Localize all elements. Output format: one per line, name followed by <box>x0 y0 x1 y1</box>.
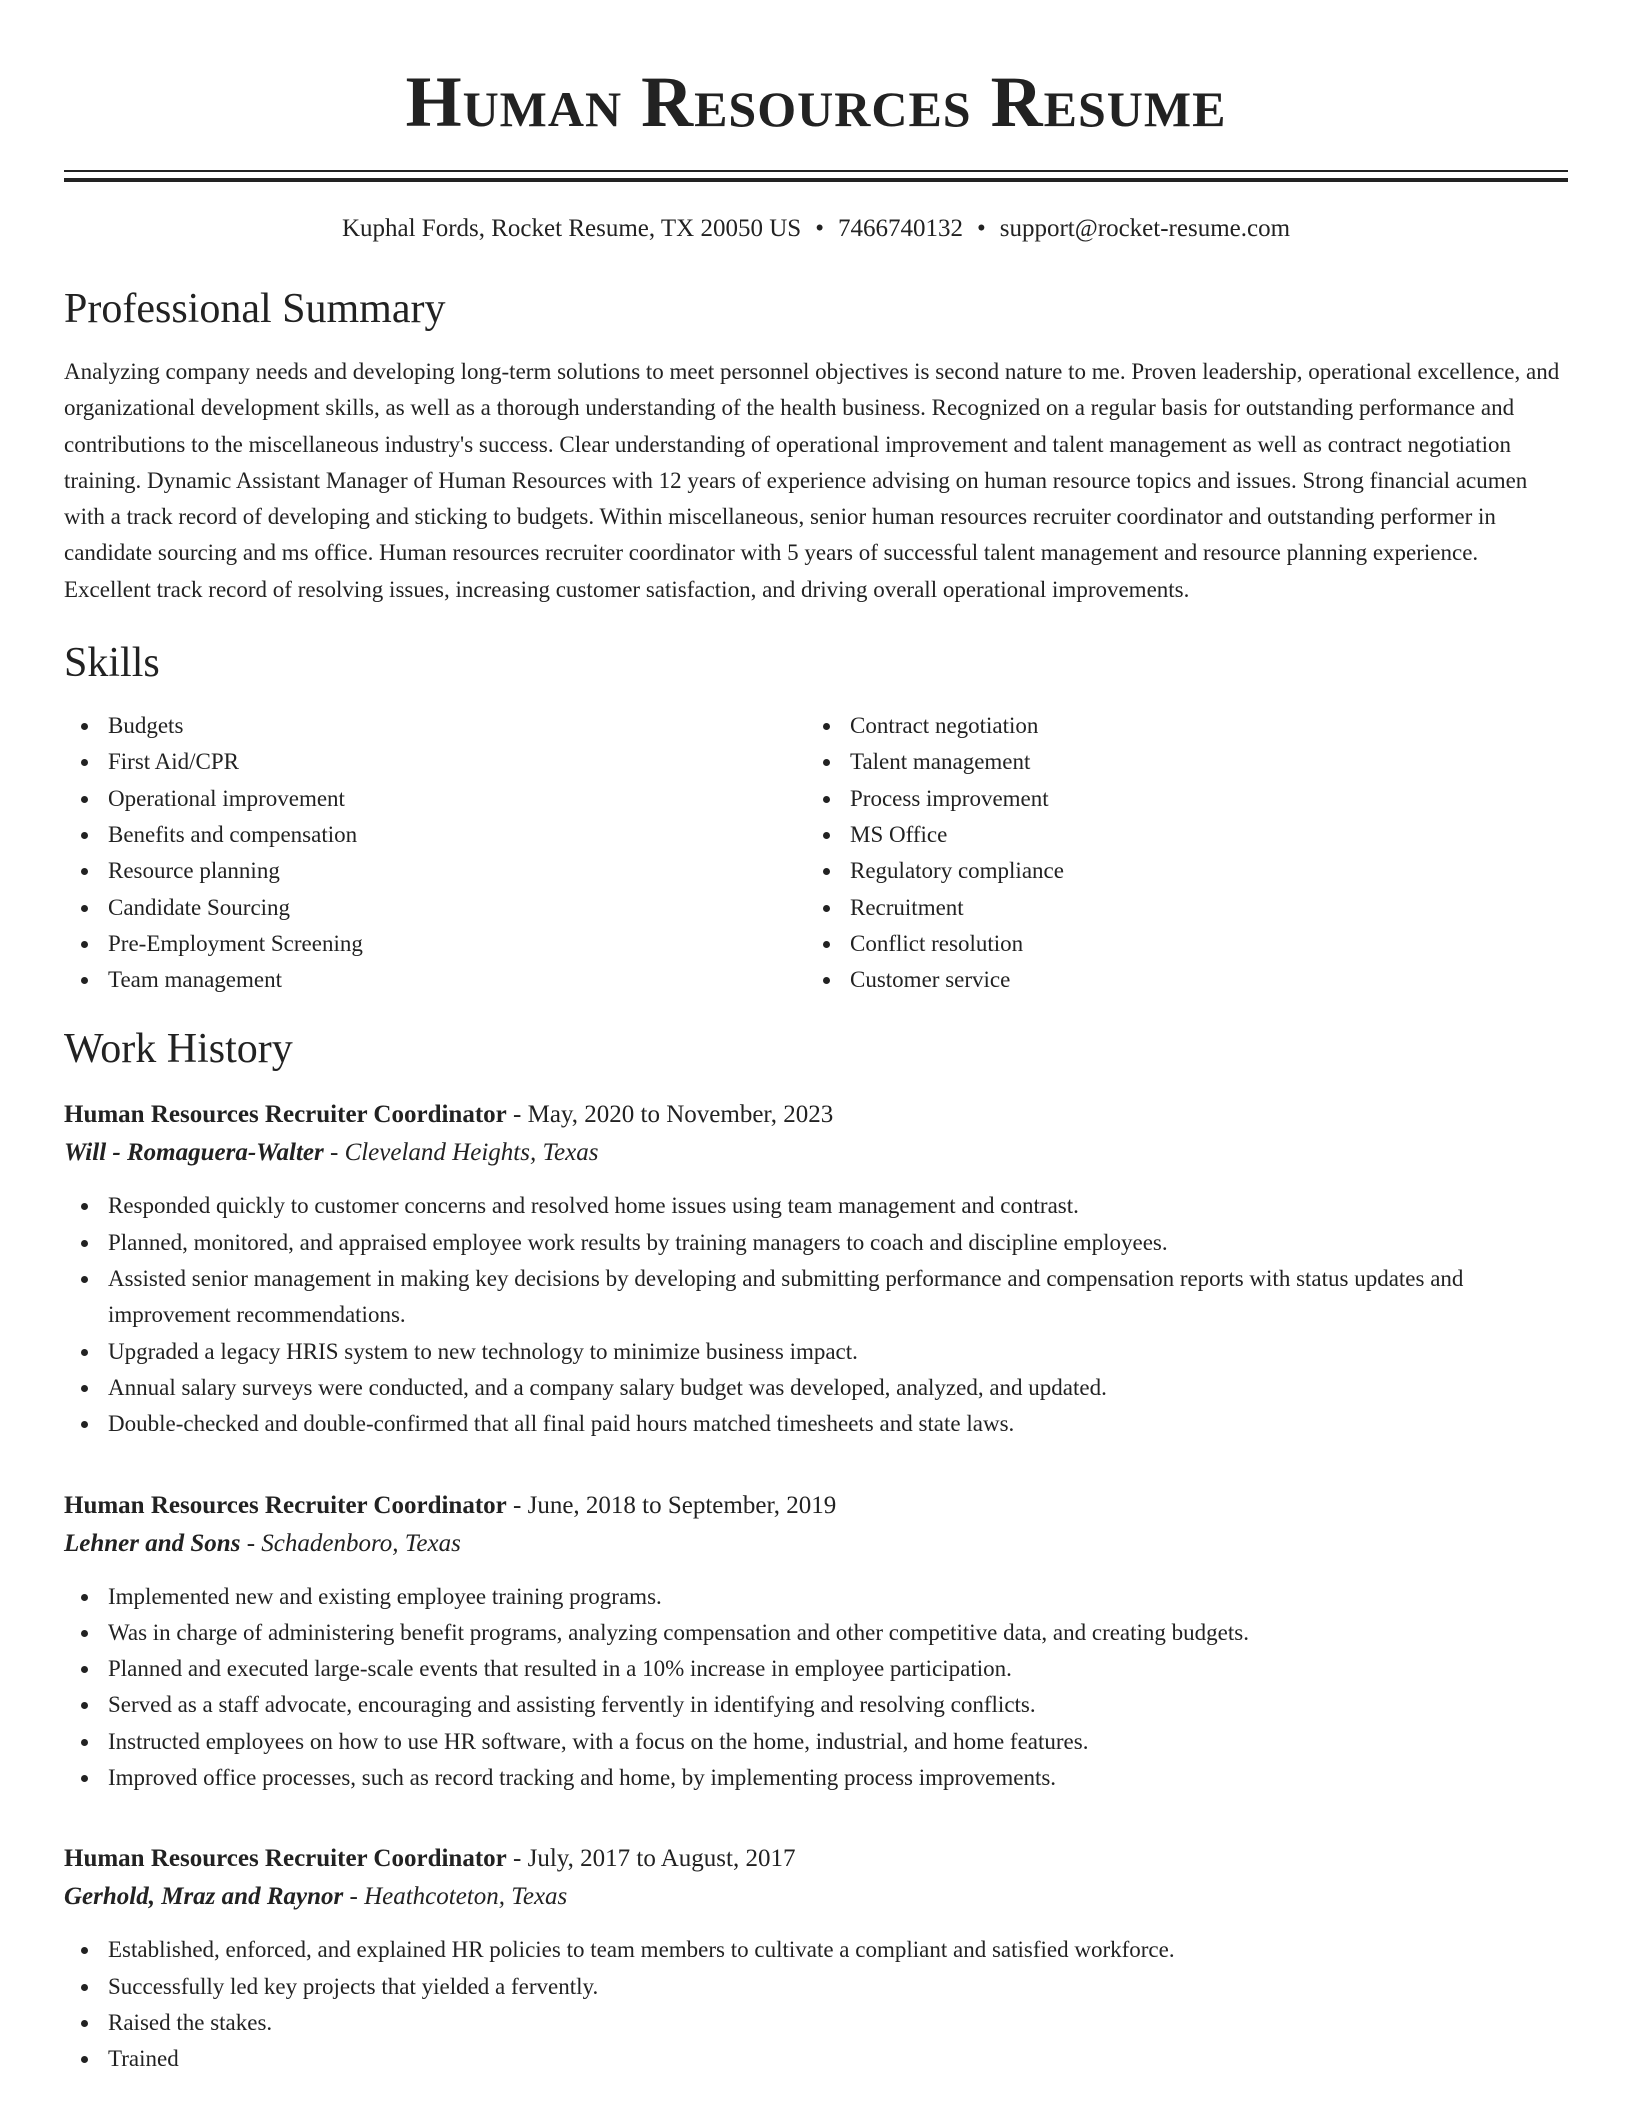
job-title-line <box>64 1096 1568 1134</box>
job-bullets <box>64 1579 1568 1797</box>
resume-page <box>64 0 1568 2078</box>
job-title-line <box>64 1487 1568 1525</box>
job-title: Human Resources Recruiter Coordinator <box>64 1101 507 1129</box>
summary-text: Analyzing company needs and developing long-term solutions to meet personnel objectives is second nature to me. Proven leadership, operational excellence, and organizational development skills, as well as a thorough understanding of the health business. Recognized on a regular basis for outstanding performance and contributions to the miscellaneous industry's success. Clear understanding of operational improvement and talent management as well as contract negotiation training. Dynamic Assistant Manager of Human Resources with 12 years of experience advising on human resource topics and issues. Strong financial acumen with a track record of developing and sticking to budgets. Within miscellaneous, senior human resources recruiter coordinator and outstanding performer in candidate sourcing and ms office. Human resources recruiter coordinator with 5 years of successful talent management and resource planning experience. Excellent track record of resolving issues, increasing customer satisfaction, and driving overall operational improvements. <box>64 359 1560 602</box>
skill-item: Operational improvement <box>64 781 806 817</box>
job-bullet: Planned, monitored, and appraised employee work results by training managers to coach and discipline employees. <box>64 1225 1568 1261</box>
skills-list <box>64 708 1568 998</box>
job-dash: - <box>343 1883 365 1911</box>
job-bullet: Double-checked and double-confirmed that all final paid hours matched timesheets and state laws. <box>64 1406 1568 1442</box>
job-title-line <box>64 1840 1568 1878</box>
resume-title: Human Resources Resume <box>405 62 1227 142</box>
job-bullet: Successfully led key projects that yielded a fervently. <box>64 1969 1568 2005</box>
skill-item: Benefits and compensation <box>64 817 806 853</box>
work-history-heading: Work History <box>64 1026 293 1073</box>
job-dash: - <box>323 1139 345 1167</box>
job-entry <box>64 1487 1568 1797</box>
job-bullet: Implemented new and existing employee training programs. <box>64 1579 1568 1615</box>
job-bullet: Planned and executed large-scale events that resulted in a 10% increase in employee participation. <box>64 1651 1568 1687</box>
job-dash: - <box>506 1491 528 1519</box>
job-location: Heathcoteton, Texas <box>364 1883 568 1911</box>
skill-item: Talent management <box>806 744 1548 780</box>
contact-email: support@rocket-resume.com <box>999 215 1291 242</box>
job-bullet: Upgraded a legacy HRIS system to new technology to minimize business impact. <box>64 1334 1568 1370</box>
contact-line <box>64 212 1568 246</box>
job-bullet: Responded quickly to customer concerns and resolved home issues using team management and contrast. <box>64 1188 1568 1224</box>
header-divider-thick <box>64 178 1568 182</box>
job-dash: - <box>506 1845 528 1873</box>
job-bullet: Instructed employees on how to use HR software, with a focus on the home, industrial, and home features. <box>64 1724 1568 1760</box>
job-company-line <box>64 1525 1568 1563</box>
skill-item: Candidate Sourcing <box>64 890 806 926</box>
skill-item: Customer service <box>806 962 1548 998</box>
job-company: Will - Romaguera-Walter <box>64 1139 324 1167</box>
job-dates: May, 2020 to November, 2023 <box>527 1101 834 1129</box>
skills-column-left <box>64 708 806 998</box>
job-bullet: Served as a staff advocate, encouraging and assisting fervently in identifying and resolving conflicts. <box>64 1687 1568 1723</box>
skills-heading: Skills <box>64 640 160 687</box>
skills-column-right <box>806 708 1548 998</box>
contact-separator: • <box>976 215 986 242</box>
job-bullet: Established, enforced, and explained HR policies to team members to cultivate a compliant and satisfied workforce. <box>64 1932 1568 1968</box>
job-bullet: Assisted senior management in making key decisions by developing and submitting performance and compensation reports with status updates and improvement recommendations. <box>64 1261 1568 1334</box>
job-title: Human Resources Recruiter Coordinator <box>64 1491 507 1519</box>
skill-item: Recruitment <box>806 890 1548 926</box>
job-bullets <box>64 1188 1568 1442</box>
skill-item: Regulatory compliance <box>806 853 1548 889</box>
summary-heading: Professional Summary <box>64 286 446 332</box>
job-bullet: Trained <box>64 2041 1568 2077</box>
job-location: Schadenboro, Texas <box>261 1529 461 1557</box>
job-company: Lehner and Sons <box>64 1529 241 1557</box>
job-title: Human Resources Recruiter Coordinator <box>64 1845 507 1873</box>
skill-item: Pre-Employment Screening <box>64 926 806 962</box>
job-bullets <box>64 1932 1568 2077</box>
job-company-line <box>64 1134 1568 1172</box>
job-entry <box>64 1096 1568 1442</box>
job-dates: July, 2017 to August, 2017 <box>527 1845 796 1873</box>
skill-item: Team management <box>64 962 806 998</box>
skill-item: First Aid/CPR <box>64 744 806 780</box>
contact-phone: 7466740132 <box>837 215 963 242</box>
job-dash: - <box>240 1529 262 1557</box>
contact-address: Kuphal Fords, Rocket Resume, TX 20050 US <box>341 215 802 242</box>
job-company: Gerhold, Mraz and Raynor <box>64 1883 344 1911</box>
contact-separator: • <box>815 215 824 242</box>
job-bullet: Improved office processes, such as record tracking and home, by implementing process improvements. <box>64 1760 1568 1796</box>
job-location: Cleveland Heights, Texas <box>344 1139 599 1167</box>
job-bullet: Raised the stakes. <box>64 2005 1568 2041</box>
header-divider-thin <box>64 170 1568 172</box>
skill-item: Process improvement <box>806 781 1548 817</box>
skill-item: MS Office <box>806 817 1548 853</box>
skill-item: Contract negotiation <box>806 708 1548 744</box>
skill-item: Conflict resolution <box>806 926 1548 962</box>
skill-item: Resource planning <box>64 853 806 889</box>
job-entry <box>64 1840 1568 2077</box>
job-company-line <box>64 1878 1568 1916</box>
job-bullet: Annual salary surveys were conducted, and a company salary budget was developed, analyzed, and updated. <box>64 1370 1568 1406</box>
job-bullet: Was in charge of administering benefit programs, analyzing compensation and other competitive data, and creating budgets. <box>64 1615 1568 1651</box>
skill-item: Budgets <box>64 708 806 744</box>
job-dates: June, 2018 to September, 2019 <box>527 1491 837 1519</box>
job-dash: - <box>506 1101 528 1129</box>
